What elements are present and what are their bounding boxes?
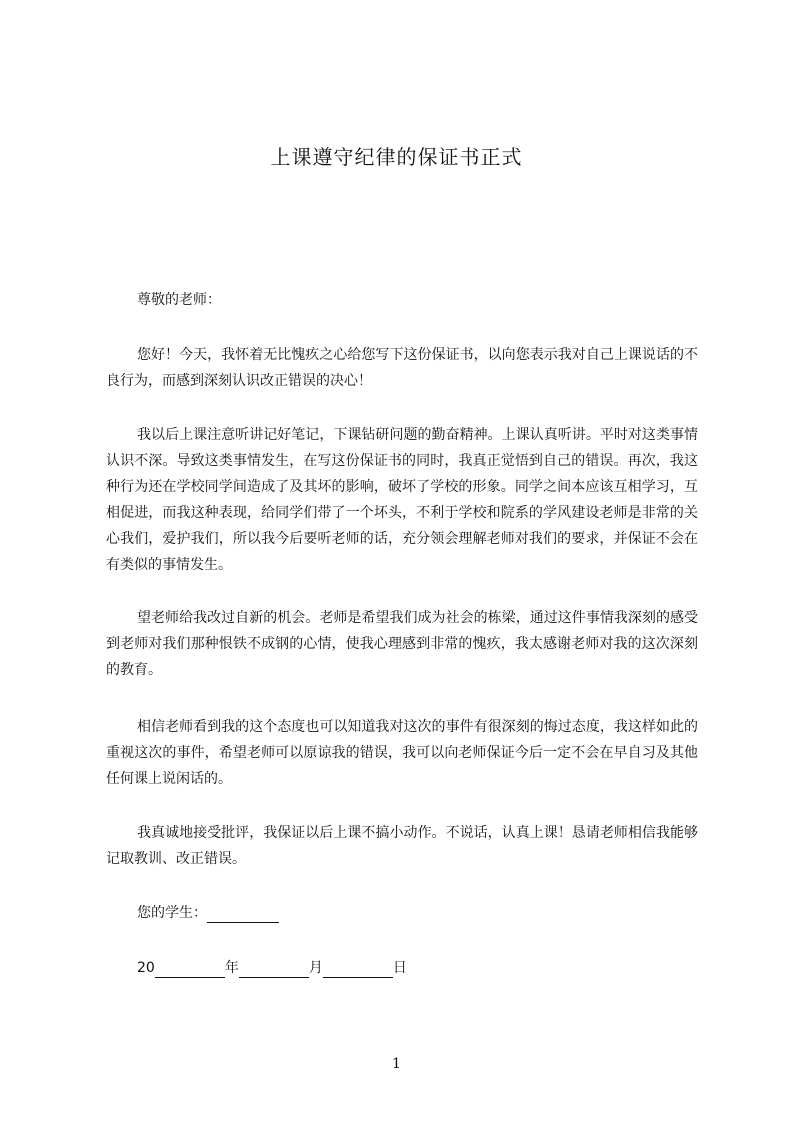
paragraph-3: 望老师给我改过自新的机会。老师是希望我们成为社会的栋梁，通过这件事情我深刻的感受到老师对我们那种恨铁不成钢的心情，使我心理感到非常的愧疚，我太感谢老师对我的这次深刻的教育。	[106, 610, 698, 678]
date-prefix: 20	[137, 960, 155, 976]
date-line	[137, 958, 407, 978]
signature-line	[137, 903, 279, 923]
salutation: 尊敬的老师：	[137, 292, 221, 308]
paragraph-1: 您好！今天，我怀着无比愧疚之心给您写下这份保证书，以向您表示我对自己上课说话的不良行为，而感到深刻认识改正错误的决心！	[106, 347, 698, 389]
year-blank	[155, 961, 225, 978]
day-label: 日	[392, 960, 407, 976]
month-label: 月	[308, 960, 323, 976]
paragraph-2: 我以后上课注意听讲记好笔记，下课钻研问题的勤奋精神。上课认真听讲。平时对这类事情认识不深。导致这类事情发生，在写这份保证书的同时，我真正觉悟到自己的错误。再次，我这种行为还在学校同学间造成了及其坏的影响，破坏了学校的形象。同学之间本应该互相学习，互相促进，而我这种表现，给同学们带了一个坏头，不利于学校和院系的学风建设老师是非常的关心我们，爱护我们，所以我今后要听老师的话，充分领会理解老师对我们的要求，并保证不会在有类似的事情发生。	[106, 427, 698, 573]
signature-label: 您的学生：	[137, 905, 207, 921]
signature-blank	[207, 906, 279, 923]
paragraph-4: 相信老师看到我的这个态度也可以知道我对这次的事件有很深刻的悔过态度，我这样如此的重视这次的事件，希望老师可以原谅我的错误，我可以向老师保证今后一定不会在早自习及其他任何课上说闲话的。	[106, 719, 698, 787]
day-blank	[323, 961, 393, 978]
page-number: 1	[392, 1056, 401, 1072]
year-label: 年	[224, 960, 239, 976]
document-title: 上课遵守纪律的保证书正式	[270, 145, 523, 169]
paragraph-5: 我真诚地接受批评，我保证以后上课不搞小动作。不说话，认真上课！恳请老师相信我能够记取教训、改正错误。	[106, 825, 698, 867]
month-blank	[239, 961, 309, 978]
